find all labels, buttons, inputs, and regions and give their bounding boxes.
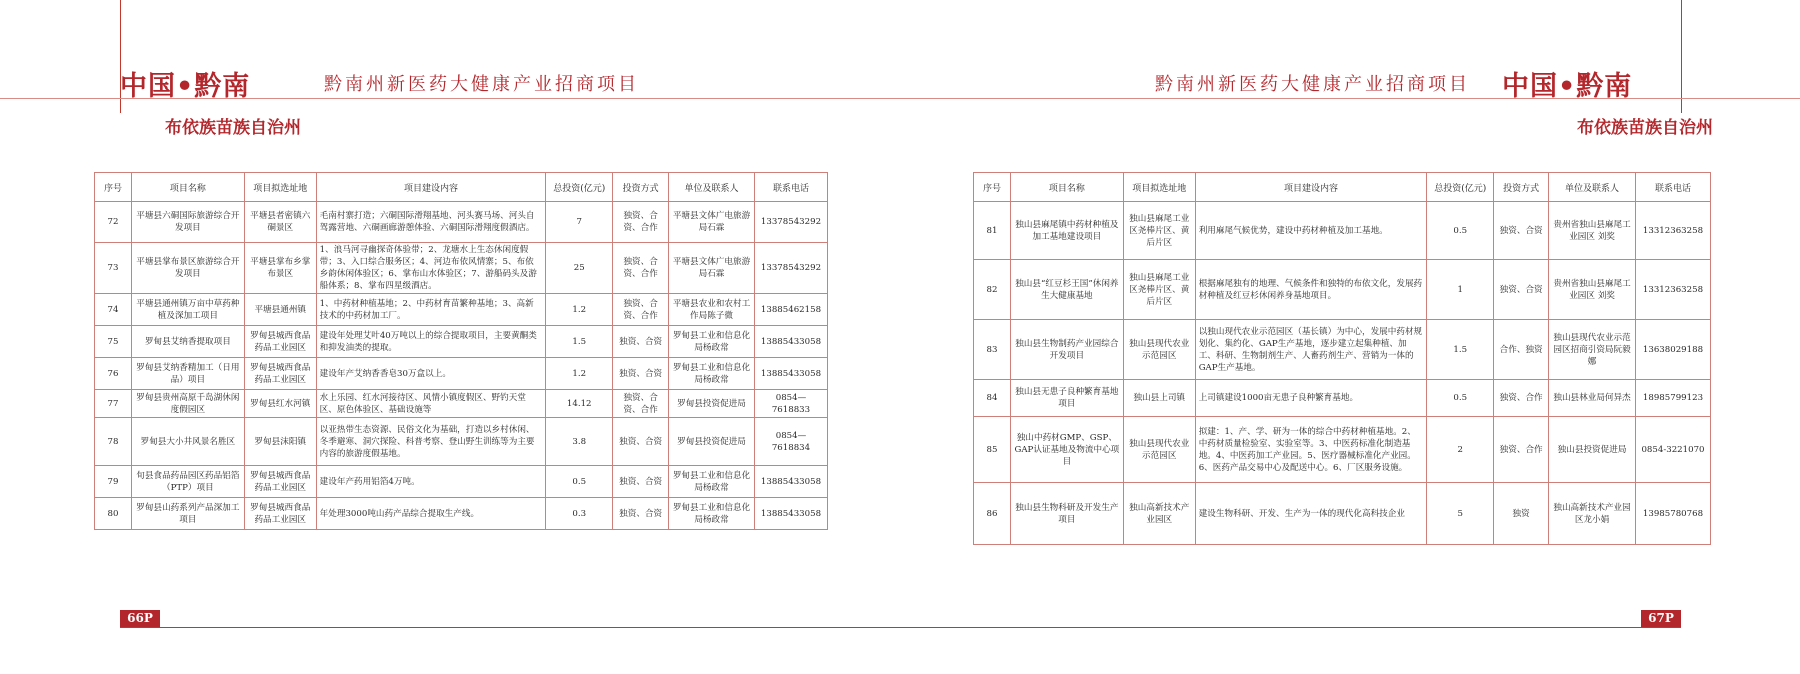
project-name: 罗甸县艾纳香提取项目 [131,326,244,358]
project-name: 罗甸县艾纳香精加工（日用品）项目 [131,358,244,390]
project-content: 建设年处理艾叶40万吨以上的综合提取项目，主要黄酮类和抑发油类的提取。 [316,326,546,358]
right-subtitle: 黔南州新医药大健康产业招商项目 [1155,74,1470,95]
project-content: 水上乐园、红水河接待区、风情小镇度假区、野钓天堂区、原色体验区、基础设施等 [316,390,546,418]
investment-mode: 独资 [1494,483,1549,545]
right-project-table [973,172,1711,545]
project-name: 独山县生物科研及开发生产项目 [1010,483,1123,545]
project-name: 独山县麻尾镇中药材种植及加工基地建设项目 [1010,202,1123,260]
row-number: 80 [95,498,132,530]
left-region-label: 布依族苗族自治州 [165,118,301,138]
project-site: 罗甸县城西食品药品工业园区 [244,498,316,530]
project-name: 罗甸县山药系列产品深加工项目 [131,498,244,530]
column-header: 项目拟选址地 [1123,173,1195,202]
project-site: 独山县麻尾工业区尧棒片区、黄后片区 [1123,260,1195,320]
contact-unit: 独山县林业局何异杰 [1549,380,1636,417]
project-content: 建设生物科研、开发、生产为一体的现代化高科技企业 [1195,483,1427,545]
investment-mode: 独资、合资 [1494,202,1549,260]
contact-phone: 13312363258 [1635,260,1710,320]
contact-unit: 罗甸县工业和信息化局杨政常 [669,498,755,530]
total-investment: 1.2 [546,358,613,390]
project-content: 利用麻尾气候优势，建设中药材种植及加工基地。 [1195,202,1427,260]
row-number: 73 [95,243,132,294]
project-site: 罗甸县城西食品药品工业园区 [244,326,316,358]
column-header: 序号 [974,173,1011,202]
project-site: 独山县麻尾工业区尧棒片区、黄后片区 [1123,202,1195,260]
column-header: 投资方式 [1494,173,1549,202]
contact-unit: 平塘县文体广电旅游局石霖 [669,243,755,294]
column-header: 投资方式 [613,173,669,202]
total-investment: 5 [1427,483,1494,545]
contact-unit: 罗甸县工业和信息化局杨政常 [669,326,755,358]
column-header: 总投资(亿元) [546,173,613,202]
row-number: 82 [974,260,1011,320]
contact-phone: 13885433058 [754,358,827,390]
investment-mode: 独资、合资 [613,498,669,530]
project-content: 以亚热带生态资源、民俗文化为基础，打造以乡村休闲、冬季避寒、洞穴探险、科普考察、登山野生训练等为主要内容的旅游度假基地。 [316,418,546,466]
contact-unit: 独山县现代农业示范园区招商引资局阮毅娜 [1549,320,1636,380]
project-site: 平塘县者密镇六硐景区 [244,202,316,243]
project-site: 罗甸县城西食品药品工业园区 [244,466,316,498]
right-brand-title: 中国•黔南 [1502,71,1633,102]
project-name: 独山县无患子良种繁育基地项目 [1010,380,1123,417]
row-number: 81 [974,202,1011,260]
contact-phone: 0854—7618833 [754,390,827,418]
row-number: 86 [974,483,1011,545]
table-row [974,417,1711,483]
project-name: 罗甸县贵州高原千岛湖休闲度假园区 [131,390,244,418]
column-header: 项目拟选址地 [244,173,316,202]
table-row [95,418,828,466]
column-header: 单位及联系人 [669,173,755,202]
contact-unit: 贵州省独山县麻尾工业园区 刘奖 [1549,202,1636,260]
left-footer-rule [120,627,900,628]
contact-phone: 0854-3221070 [1635,417,1710,483]
right-region-label: 布依族苗族自治州 [1577,118,1713,138]
total-investment: 1 [1427,260,1494,320]
total-investment: 7 [546,202,613,243]
investment-mode: 独资、合资、合作 [613,243,669,294]
contact-unit: 平塘县文体广电旅游局石霖 [669,202,755,243]
column-header: 序号 [95,173,132,202]
project-content: 以独山现代农业示范园区（基长镇）为中心，发展中药材规划化、集约化、GAP生产基地，逐步建立起集种植、加工、科研、生物制剂生产、人畜药剂生产、营销为一体的GAP生产基地。 [1195,320,1427,380]
column-header: 联系电话 [1635,173,1710,202]
project-name: 独山中药材GMP、GSP、GAP认证基地及物流中心项目 [1010,417,1123,483]
left-brand-title: 中国•黔南 [120,71,251,102]
right-page-number: 67P [1641,610,1681,627]
investment-mode: 独资、合资 [613,358,669,390]
project-site: 独山县上司镇 [1123,380,1195,417]
table-row [95,294,828,326]
total-investment: 25 [546,243,613,294]
row-number: 78 [95,418,132,466]
project-name: 平塘县通州镇万亩中草药种植及深加工项目 [131,294,244,326]
project-site: 罗甸县城西食品药品工业园区 [244,358,316,390]
contact-phone: 13885462158 [754,294,827,326]
project-site: 独山县现代农业示范园区 [1123,320,1195,380]
total-investment: 0.3 [546,498,613,530]
contact-unit: 平塘县农业和农村工作局陈子微 [669,294,755,326]
project-name: 独山县“红豆杉王国”休闲养生大健康基地 [1010,260,1123,320]
project-content: 1、中药材种植基地；2、中药材育苗繁种基地；3、高新技术的中药材加工厂。 [316,294,546,326]
contact-phone: 13312363258 [1635,202,1710,260]
contact-unit: 罗甸县投资促进局 [669,418,755,466]
project-content: 拟建：1、产、学、研为一体的综合中药材种植基地。2、中药材质量检验室、实验室等。3、中医药标准化制造基地。4、中医药加工产业园。5、医疗器械标准化产业园。6、医药产品交易中心及配送中心。6、厂区服务设施。 [1195,417,1427,483]
total-investment: 0.5 [1427,202,1494,260]
column-header: 联系电话 [754,173,827,202]
investment-mode: 合作、独资 [1494,320,1549,380]
investment-mode: 独资、合资 [613,466,669,498]
investment-mode: 独资、合资 [613,326,669,358]
table-row [95,358,828,390]
table-row [974,202,1711,260]
table-header-row [95,173,828,202]
row-number: 75 [95,326,132,358]
total-investment: 1.5 [1427,320,1494,380]
contact-phone: 13885433058 [754,326,827,358]
contact-unit: 罗甸县工业和信息化局杨政常 [669,466,755,498]
table-row [974,320,1711,380]
project-name: 旬县食品药品园区药品铝箔（PTP）项目 [131,466,244,498]
right-header-vertical-rule [1681,0,1682,113]
investment-mode: 独资、合资、合作 [613,294,669,326]
column-header: 总投资(亿元) [1427,173,1494,202]
project-name: 罗甸县大小井风景名胜区 [131,418,244,466]
left-project-table [94,172,828,530]
project-content: 上司镇建设1000亩无患子良种繁育基地。 [1195,380,1427,417]
project-content: 毛南村寨打造；六硐国际滑翔基地、河头赛马场、河头自驾露营地、六硐画廊游憩体验、六硐国际滑翔度假酒店。 [316,202,546,243]
project-site: 独山高新技术产业园区 [1123,483,1195,545]
contact-phone: 13378543292 [754,243,827,294]
column-header: 单位及联系人 [1549,173,1636,202]
contact-phone: 13638029188 [1635,320,1710,380]
table-row [95,326,828,358]
table-row [974,260,1711,320]
row-number: 85 [974,417,1011,483]
contact-unit: 独山县投资促进局 [1549,417,1636,483]
total-investment: 1.2 [546,294,613,326]
contact-unit: 罗甸县投资促进局 [669,390,755,418]
contact-phone: 13885433058 [754,498,827,530]
project-site: 罗甸县沫阳镇 [244,418,316,466]
row-number: 76 [95,358,132,390]
right-header-rule [900,98,1800,99]
investment-mode: 独资、合资、合作 [613,202,669,243]
row-number: 72 [95,202,132,243]
project-content: 年处理3000吨山药产品综合提取生产线。 [316,498,546,530]
row-number: 83 [974,320,1011,380]
table-row [95,466,828,498]
investment-mode: 独资、合资 [1494,260,1549,320]
right-page [900,0,1800,674]
investment-mode: 独资、合资 [613,418,669,466]
total-investment: 14.12 [546,390,613,418]
project-site: 独山县现代农业示范园区 [1123,417,1195,483]
row-number: 84 [974,380,1011,417]
total-investment: 0.5 [1427,380,1494,417]
project-site: 平塘县通州镇 [244,294,316,326]
column-header: 项目名称 [131,173,244,202]
table-row [95,390,828,418]
project-content: 建设年产药用铝箔4万吨。 [316,466,546,498]
contact-phone: 13378543292 [754,202,827,243]
contact-phone: 18985799123 [1635,380,1710,417]
row-number: 79 [95,466,132,498]
project-content: 建设年产艾纳香香皂30万盒以上。 [316,358,546,390]
contact-unit: 贵州省独山县麻尾工业园区 刘奖 [1549,260,1636,320]
column-header: 项目建设内容 [316,173,546,202]
contact-phone: 13985780768 [1635,483,1710,545]
project-name: 独山县生物制药产业园综合开发项目 [1010,320,1123,380]
total-investment: 1.5 [546,326,613,358]
row-number: 77 [95,390,132,418]
investment-mode: 独资、合资、合作 [613,390,669,418]
project-name: 平塘县掌布景区旅游综合开发项目 [131,243,244,294]
contact-unit: 罗甸县工业和信息化局杨政常 [669,358,755,390]
table-row [95,202,828,243]
contact-phone: 0854—7618834 [754,418,827,466]
project-name: 平塘县六硐国际旅游综合开发项目 [131,202,244,243]
column-header: 项目建设内容 [1195,173,1427,202]
investment-mode: 独资、合作 [1494,380,1549,417]
project-content: 根据麻尾独有的地理、气候条件和独特的布依文化，发展药材种植及红豆杉休闲养身基地项目。 [1195,260,1427,320]
table-header-row [974,173,1711,202]
project-site: 平塘县掌布乡掌布景区 [244,243,316,294]
project-content: 1、浪马河寻幽探奇体验带；2、龙塘水上生态休闲度假带；3、入口综合服务区；4、河边布依风情寨；5、布依乡韵休闲体验区；6、掌布山水体验区；7、游船码头及游船体系；8、掌布四星级酒店。 [316,243,546,294]
project-site: 罗甸县红水河镇 [244,390,316,418]
total-investment: 0.5 [546,466,613,498]
total-investment: 2 [1427,417,1494,483]
left-page-number: 66P [120,610,160,627]
table-row [95,498,828,530]
total-investment: 3.8 [546,418,613,466]
right-footer-rule [900,627,1681,628]
table-row [974,380,1711,417]
table-row [95,243,828,294]
left-subtitle: 黔南州新医药大健康产业招商项目 [324,74,639,95]
row-number: 74 [95,294,132,326]
investment-mode: 独资、合作 [1494,417,1549,483]
table-row [974,483,1711,545]
contact-phone: 13885433058 [754,466,827,498]
column-header: 项目名称 [1010,173,1123,202]
contact-unit: 独山高新技术产业园区龙小娟 [1549,483,1636,545]
